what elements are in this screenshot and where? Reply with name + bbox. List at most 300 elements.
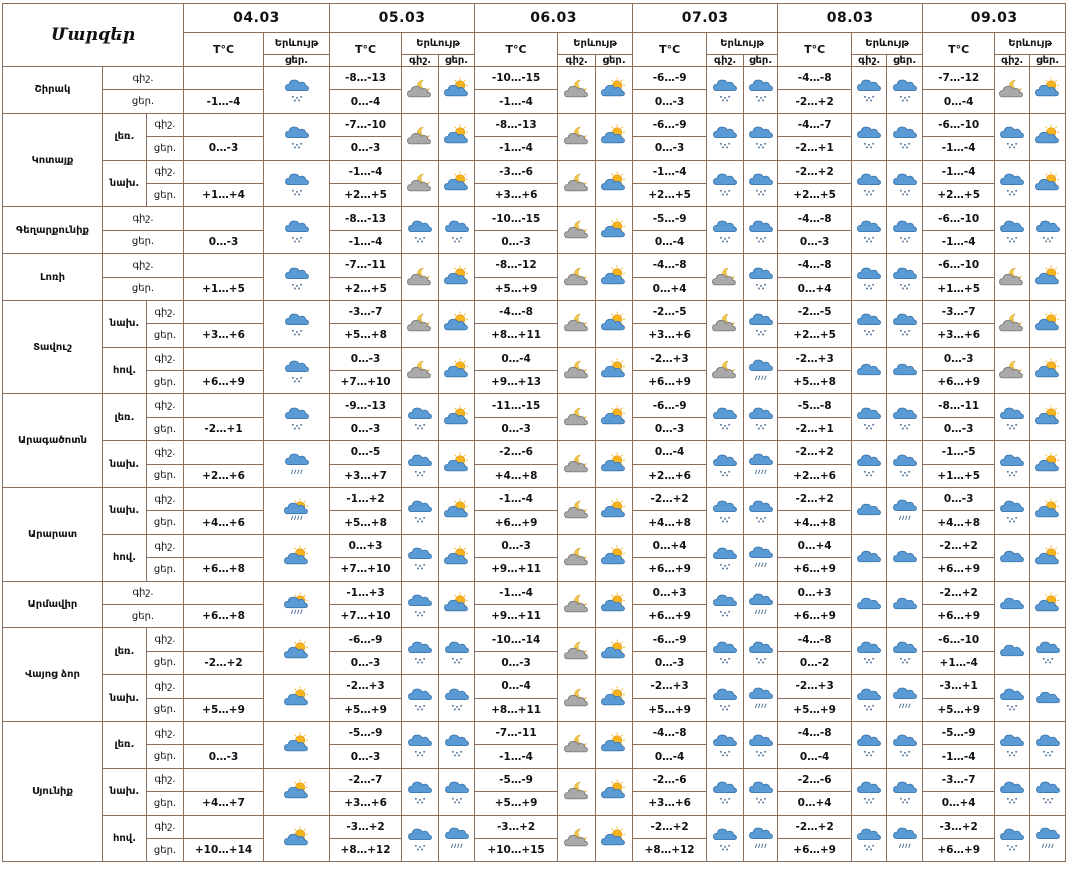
day-label: ցեր. <box>103 604 184 627</box>
cloud-snow-icon <box>707 160 744 207</box>
temperature-cell: +5…+8 <box>778 371 852 394</box>
temperature-cell: 0…-3 <box>633 90 707 113</box>
temperature-cell: -7…-10 <box>330 113 402 136</box>
cloud-snow-icon <box>887 300 923 347</box>
temperature-cell: -6…-9 <box>633 67 707 90</box>
cloud-snow-icon <box>744 160 778 207</box>
cloud-snow-icon <box>439 628 475 675</box>
table-row <box>3 628 1066 651</box>
day-label: ցեր. <box>147 698 184 721</box>
cloud-snow-icon <box>707 721 744 768</box>
cloud-snow-icon <box>707 441 744 488</box>
temperature-cell: 0…-3 <box>475 651 558 674</box>
night-label: գիշ. <box>147 628 184 651</box>
cloud-rain-icon <box>887 815 923 862</box>
cloud-snow-icon <box>887 160 923 207</box>
temperature-cell: -2…+3 <box>633 347 707 370</box>
subregion-label: լեռ. <box>103 628 147 675</box>
moon-cloud-icon <box>558 254 596 301</box>
temp-header: T°C <box>633 33 707 67</box>
moon-cloud-icon <box>995 300 1030 347</box>
temperature-cell: -2…-5 <box>778 300 852 323</box>
temperature-cell: -2…+2 <box>184 651 264 674</box>
cloud-snow-icon <box>402 675 439 722</box>
temperature-cell: -5…-8 <box>778 394 852 417</box>
cloud-snow-icon <box>852 768 887 815</box>
night-subheader: գիշ. <box>402 55 439 67</box>
region-name: Վայոց ձոր <box>3 628 103 722</box>
temp-header: T°C <box>184 33 264 67</box>
date-header: 04.03 <box>184 4 330 33</box>
region-name: Կոտայք <box>3 113 103 207</box>
moon-cloud-icon <box>558 300 596 347</box>
day-label: ցեր. <box>147 464 184 487</box>
temperature-cell: +4…+8 <box>633 511 707 534</box>
temperature-cell: 0…-3 <box>633 137 707 160</box>
night-label: գիշ. <box>147 488 184 511</box>
moon-cloud-icon <box>707 300 744 347</box>
cloud-snow-icon <box>402 394 439 441</box>
temperature-cell: +6…+9 <box>778 558 852 581</box>
temperature-cell: +2…+5 <box>923 183 995 206</box>
temperature-cell: -1…-5 <box>923 441 995 464</box>
day-label: ցեր. <box>147 651 184 674</box>
cloud-rain-icon <box>744 581 778 628</box>
temperature-cell: -1…-4 <box>923 160 995 183</box>
day-label: ցեր. <box>147 558 184 581</box>
temperature-cell: -4…-8 <box>778 254 852 277</box>
day-label: ցեր. <box>103 230 184 253</box>
temperature-cell: -1…-4 <box>475 90 558 113</box>
temperature-cell: -3…+1 <box>923 675 995 698</box>
temperature-cell: 0…-3 <box>633 417 707 440</box>
subregion-label: նախ. <box>103 441 147 488</box>
cloud-snow-icon <box>887 207 923 254</box>
sun-cloud-icon <box>264 628 330 675</box>
temperature-cell: 0…-3 <box>633 651 707 674</box>
temperature-cell: -2…+2 <box>778 90 852 113</box>
region-name: Շիրակ <box>3 67 103 114</box>
night-label: գիշ. <box>147 113 184 136</box>
sun-cloud-icon <box>439 300 475 347</box>
temperature-cell: +6…+9 <box>923 558 995 581</box>
temperature-cell: -2…-6 <box>475 441 558 464</box>
cloud-rain-icon <box>887 488 923 535</box>
temperature-cell: +9…+11 <box>475 558 558 581</box>
cloud-snow-icon <box>995 160 1030 207</box>
temperature-cell: +6…+9 <box>778 604 852 627</box>
temperature-cell: +6…+8 <box>184 558 264 581</box>
cloud-snow-icon <box>402 441 439 488</box>
temperature-cell: +2…+5 <box>330 183 402 206</box>
temperature-cell <box>184 67 264 90</box>
day-label: ցեր. <box>147 745 184 768</box>
temperature-cell <box>184 675 264 698</box>
cloud-snow-icon <box>707 534 744 581</box>
temperature-cell: +4…+7 <box>184 792 264 815</box>
cloud-icon <box>852 534 887 581</box>
temperature-cell: -2…+2 <box>923 534 995 557</box>
temperature-cell: 0…-3 <box>330 417 402 440</box>
temperature-cell: +5…+9 <box>330 698 402 721</box>
temperature-cell: +1…+4 <box>184 183 264 206</box>
temperature-cell: +3…+6 <box>633 792 707 815</box>
moon-cloud-icon <box>558 441 596 488</box>
temperature-cell: +5…+9 <box>184 698 264 721</box>
temperature-cell: -10…-15 <box>475 207 558 230</box>
cloud-snow-icon <box>264 300 330 347</box>
temperature-cell: 0…-4 <box>633 745 707 768</box>
temperature-cell: +7…+10 <box>330 558 402 581</box>
temperature-cell: -1…-4 <box>923 137 995 160</box>
moon-cloud-icon <box>558 488 596 535</box>
temperature-cell: -6…-10 <box>923 207 995 230</box>
moon-cloud-icon <box>558 721 596 768</box>
temperature-cell: +4…+8 <box>778 511 852 534</box>
temperature-cell: -4…-8 <box>633 721 707 744</box>
sun-cloud-icon <box>1030 300 1066 347</box>
temperature-cell: -3…-7 <box>923 768 995 791</box>
temperature-cell: 0…-4 <box>475 675 558 698</box>
temperature-cell: +2…+6 <box>184 464 264 487</box>
cloud-icon <box>887 534 923 581</box>
sun-cloud-icon <box>1030 534 1066 581</box>
cloud-icon <box>995 628 1030 675</box>
temperature-cell <box>184 300 264 323</box>
cloud-snow-icon <box>264 394 330 441</box>
sun-cloud-icon <box>596 254 633 301</box>
temperature-cell: -1…+2 <box>330 488 402 511</box>
cloud-snow-icon <box>852 67 887 114</box>
temp-header: T°C <box>330 33 402 67</box>
cloud-snow-icon <box>995 441 1030 488</box>
temperature-cell: -8…-11 <box>923 394 995 417</box>
temperature-cell: +3…+7 <box>330 464 402 487</box>
cloud-snow-icon <box>264 67 330 114</box>
moon-cloud-icon <box>995 67 1030 114</box>
cloud-snow-icon <box>439 675 475 722</box>
cloud-snow-icon <box>744 488 778 535</box>
cloud-snow-icon <box>744 394 778 441</box>
temperature-cell: -5…-9 <box>475 768 558 791</box>
table-row <box>3 768 1066 791</box>
cloud-snow-icon <box>439 768 475 815</box>
temperature-cell: +6…+9 <box>923 604 995 627</box>
day-subheader: ցեր. <box>1030 55 1066 67</box>
sun-cloud-icon <box>596 488 633 535</box>
cloud-snow-icon <box>887 441 923 488</box>
sun-cloud-icon <box>1030 488 1066 535</box>
table-row <box>3 300 1066 323</box>
cloud-icon <box>887 347 923 394</box>
sun-cloud-icon <box>1030 394 1066 441</box>
day-label: ցեր. <box>103 90 184 113</box>
temperature-cell: +1…+5 <box>923 464 995 487</box>
temperature-cell: +6…+9 <box>633 604 707 627</box>
temperature-cell: -2…+3 <box>778 675 852 698</box>
night-label: գիշ. <box>103 207 184 230</box>
temperature-cell: +6…+8 <box>184 604 264 627</box>
cloud-snow-icon <box>852 675 887 722</box>
subregion-label: հով. <box>103 347 147 394</box>
temperature-cell: -4…-8 <box>633 254 707 277</box>
sun-cloud-icon <box>439 160 475 207</box>
cloud-snow-icon <box>852 394 887 441</box>
cloud-snow-icon <box>887 254 923 301</box>
temperature-cell: -3…-7 <box>923 300 995 323</box>
region-name: Սյունիք <box>3 721 103 861</box>
temperature-cell: 0…-3 <box>330 745 402 768</box>
cloud-snow-icon <box>744 254 778 301</box>
night-label: գիշ. <box>147 394 184 417</box>
temperature-cell: -6…-9 <box>330 628 402 651</box>
cloud-snow-icon <box>402 488 439 535</box>
temperature-cell: -1…-4 <box>475 581 558 604</box>
weather-header: Երևույթ <box>402 33 475 55</box>
cloud-snow-icon <box>707 815 744 862</box>
temperature-cell: +5…+9 <box>633 698 707 721</box>
temperature-cell: -6…-10 <box>923 254 995 277</box>
night-label: գիշ. <box>147 534 184 557</box>
temperature-cell: -3…-6 <box>475 160 558 183</box>
sun-cloud-icon <box>596 721 633 768</box>
sun-cloud-icon <box>596 113 633 160</box>
temperature-cell: 0…+4 <box>633 277 707 300</box>
cloud-snow-icon <box>402 207 439 254</box>
moon-cloud-icon <box>558 815 596 862</box>
temperature-cell: 0…-3 <box>923 488 995 511</box>
temperature-cell: +2…+5 <box>778 183 852 206</box>
sun-cloud-icon <box>439 534 475 581</box>
temperature-cell: 0…-3 <box>184 230 264 253</box>
table-row <box>3 394 1066 417</box>
sun-cloud-icon <box>596 675 633 722</box>
temperature-cell: +2…+6 <box>633 464 707 487</box>
table-row <box>3 67 1066 90</box>
cloud-snow-icon <box>852 300 887 347</box>
day-label: ցեր. <box>147 183 184 206</box>
table-row <box>3 441 1066 464</box>
sun-cloud-icon <box>596 815 633 862</box>
table-row <box>3 581 1066 604</box>
cloud-snow-icon <box>852 207 887 254</box>
temperature-cell: +2…+6 <box>778 464 852 487</box>
day-label: ցեր. <box>103 277 184 300</box>
sun-cloud-icon <box>596 581 633 628</box>
temperature-cell: +2…+5 <box>330 277 402 300</box>
cloud-rain-icon <box>887 675 923 722</box>
cloud-snow-icon <box>402 534 439 581</box>
night-label: գիշ. <box>147 815 184 838</box>
temperature-cell: 0…-3 <box>923 347 995 370</box>
sun-cloud-icon <box>1030 67 1066 114</box>
moon-cloud-icon <box>558 534 596 581</box>
temperature-cell: +4…+6 <box>184 511 264 534</box>
sun-cloud-icon <box>1030 581 1066 628</box>
temperature-cell: -1…-4 <box>475 488 558 511</box>
temperature-cell <box>184 394 264 417</box>
temperature-cell: -8…-13 <box>475 113 558 136</box>
region-name: Լոռի <box>3 254 103 301</box>
temperature-cell: +4…+8 <box>475 464 558 487</box>
sun-cloud-icon <box>439 441 475 488</box>
temperature-cell <box>184 581 264 604</box>
temperature-cell <box>184 441 264 464</box>
temperature-cell: +6…+9 <box>778 838 852 861</box>
cloud-snow-icon <box>887 67 923 114</box>
cloud-icon <box>995 581 1030 628</box>
temperature-cell: -1…-4 <box>923 745 995 768</box>
temperature-cell: -3…+2 <box>330 815 402 838</box>
temperature-cell: -2…+3 <box>330 675 402 698</box>
temperature-cell: 0…+3 <box>330 534 402 557</box>
subregion-label: նախ. <box>103 160 147 207</box>
temperature-cell: -8…-13 <box>330 207 402 230</box>
temperature-cell: +8…+12 <box>330 838 402 861</box>
moon-cloud-icon <box>558 160 596 207</box>
temperature-cell: -6…-10 <box>923 113 995 136</box>
temperature-cell <box>184 254 264 277</box>
cloud-snow-icon <box>402 628 439 675</box>
table-row <box>3 207 1066 230</box>
temperature-cell: 0…-4 <box>633 230 707 253</box>
cloud-snow-icon <box>744 207 778 254</box>
table-row <box>3 721 1066 744</box>
day-label: ցեր. <box>147 371 184 394</box>
temperature-cell: +6…+9 <box>184 371 264 394</box>
temperature-cell: -3…+2 <box>475 815 558 838</box>
temperature-cell: +10…+14 <box>184 838 264 861</box>
temperature-cell: -7…-11 <box>475 721 558 744</box>
cloud-snow-icon <box>402 581 439 628</box>
cloud-snow-icon <box>744 300 778 347</box>
temperature-cell: +8…+11 <box>475 698 558 721</box>
table-row <box>3 254 1066 277</box>
temperature-cell: +3…+6 <box>475 183 558 206</box>
temperature-cell: +6…+9 <box>923 838 995 861</box>
temperature-cell: +5…+9 <box>923 698 995 721</box>
cloud-snow-icon <box>995 394 1030 441</box>
temperature-cell <box>184 815 264 838</box>
subregion-label: նախ. <box>103 768 147 815</box>
moon-cloud-icon <box>558 628 596 675</box>
temperature-cell <box>184 160 264 183</box>
temperature-cell: +5…+8 <box>330 511 402 534</box>
temperature-cell: 0…-3 <box>475 417 558 440</box>
temperature-cell: -1…-4 <box>475 745 558 768</box>
cloud-snow-icon <box>995 815 1030 862</box>
temperature-cell: -2…+2 <box>923 581 995 604</box>
cloud-snow-icon <box>852 254 887 301</box>
date-header: 09.03 <box>923 4 1066 33</box>
temperature-cell: -2…+2 <box>778 160 852 183</box>
temperature-cell: -1…-4 <box>923 230 995 253</box>
temperature-cell: 0…-3 <box>475 534 558 557</box>
sun-rain-icon <box>264 581 330 628</box>
temperature-cell: 0…+4 <box>778 792 852 815</box>
moon-cloud-icon <box>558 675 596 722</box>
temp-header: T°C <box>923 33 995 67</box>
sun-cloud-icon <box>439 581 475 628</box>
region-name: Արարատ <box>3 488 103 582</box>
temperature-cell: +4…+8 <box>923 511 995 534</box>
cloud-snow-icon <box>1030 628 1066 675</box>
temperature-cell: -2…+3 <box>778 347 852 370</box>
moon-cloud-icon <box>558 67 596 114</box>
cloud-snow-icon <box>707 394 744 441</box>
table-row <box>3 347 1066 370</box>
temperature-cell: -2…-6 <box>778 768 852 791</box>
temperature-cell: -2…+2 <box>633 488 707 511</box>
table-row <box>3 815 1066 838</box>
day-label: ցեր. <box>147 511 184 534</box>
day-subheader: ցեր. <box>439 55 475 67</box>
table-row <box>3 160 1066 183</box>
temp-header: T°C <box>778 33 852 67</box>
moon-cloud-icon <box>558 347 596 394</box>
temperature-cell: -5…-9 <box>923 721 995 744</box>
moon-cloud-icon <box>402 113 439 160</box>
temperature-cell: +6…+9 <box>475 511 558 534</box>
temperature-cell: +9…+11 <box>475 604 558 627</box>
date-header: 08.03 <box>778 4 923 33</box>
moon-cloud-icon <box>707 347 744 394</box>
temperature-cell: -2…-7 <box>330 768 402 791</box>
temperature-cell: -2…+1 <box>778 417 852 440</box>
temperature-cell: +7…+10 <box>330 604 402 627</box>
temperature-cell: -10…-15 <box>475 67 558 90</box>
date-header: 07.03 <box>633 4 778 33</box>
night-label: գիշ. <box>147 768 184 791</box>
cloud-snow-icon <box>402 815 439 862</box>
cloud-snow-icon <box>744 768 778 815</box>
cloud-snow-icon <box>439 721 475 768</box>
temperature-cell: 0…-3 <box>923 417 995 440</box>
cloud-rain-icon <box>1030 815 1066 862</box>
temperature-cell: +3…+6 <box>923 324 995 347</box>
table-row <box>3 534 1066 557</box>
cloud-rain-icon <box>744 815 778 862</box>
cloud-snow-icon <box>887 394 923 441</box>
temperature-cell: 0…-3 <box>778 230 852 253</box>
forecast-table <box>2 3 1066 862</box>
temperature-cell: 0…-4 <box>633 441 707 464</box>
cloud-snow-icon <box>707 207 744 254</box>
sun-cloud-icon <box>596 67 633 114</box>
cloud-snow-icon <box>744 113 778 160</box>
day-label: ցեր. <box>147 417 184 440</box>
sun-cloud-icon <box>439 113 475 160</box>
temperature-cell: -2…+3 <box>633 675 707 698</box>
temperature-cell <box>184 721 264 744</box>
weather-header: Երևույթ <box>995 33 1066 55</box>
cloud-snow-icon <box>707 581 744 628</box>
region-name: Գեղարքունիք <box>3 207 103 254</box>
temperature-cell: -4…-7 <box>778 113 852 136</box>
temperature-cell: +6…+9 <box>923 371 995 394</box>
cloud-snow-icon <box>995 207 1030 254</box>
cloud-snow-icon <box>995 488 1030 535</box>
temperature-cell: -8…-13 <box>330 67 402 90</box>
table-row <box>3 488 1066 511</box>
night-label: գիշ. <box>147 160 184 183</box>
cloud-snow-icon <box>707 113 744 160</box>
temperature-cell: -4…-8 <box>778 721 852 744</box>
temperature-cell: -2…+2 <box>778 815 852 838</box>
temperature-cell: -1…-4 <box>475 137 558 160</box>
cloud-rain-icon <box>439 815 475 862</box>
day-subheader: ցեր. <box>744 55 778 67</box>
